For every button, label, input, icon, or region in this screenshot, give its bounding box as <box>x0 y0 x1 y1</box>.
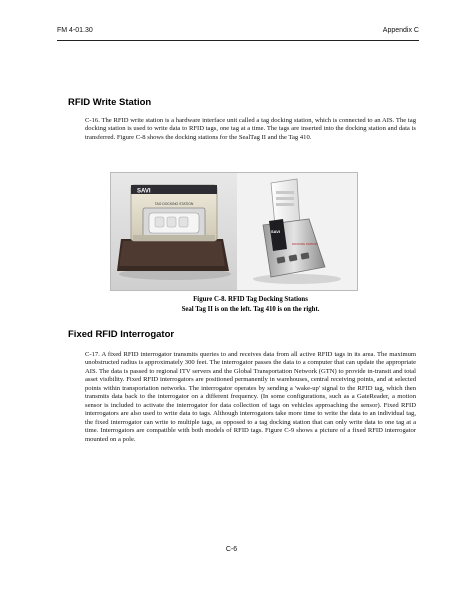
left-device-brand: SAVI <box>137 188 151 195</box>
paragraph-c17: C-17. A fixed RFID interrogator transmits queries to and receives data from all active RFID tags in its area. The maximum unobstructed radius is approximately 300 feet. The interrogator passes the data to a computer that can update the appropriate AIS. The data is passed to regional ITV servers and the Global Transportation Network (GTN) to provide in-transit and total asset visibility. Fixed RFID interrogators are positioned permanently in warehouses, central receiving points, and at selected points within transportation networks. The interrogator operates by sending a 'wake-up' signal to the RFID tag, which then transmits data back to the interrogator on a different frequency. (In some configurations, such as a GateReader, a motion sensor is included to activate the interrogator for data collection of tags on vehicles approaching the sensor). Fixed RFID interrogators are also used to write data to tags. Although interrogators take more time to write the data to an individual tag, the fixed interrogator can write to multiple tags, as opposed to a tag docking station that can only write data to one tag at a time. Interrogators are compatible with both models of RFID tags. Figure C-9 shows a picture of a fixed RFID interrogator mounted on a pole. <box>85 351 416 443</box>
left-device-label: TAG DOCKING STATION <box>154 202 194 206</box>
sealtag-docking-station <box>117 185 231 280</box>
header-appendix: Appendix C <box>382 27 419 34</box>
figure-caption-subtitle: Seal Tag II is on the left. Tag 410 is on the right. <box>181 306 320 313</box>
running-header <box>57 26 419 41</box>
figure-caption-title: Figure C-8. RFID Tag Docking Stations <box>193 296 308 303</box>
docking-stations-illustration <box>111 173 357 290</box>
page-number: C-6 <box>225 546 238 553</box>
section-heading-fixed-rfid-interrogator: Fixed RFID Interrogator <box>68 329 175 340</box>
paragraph-c16: C-16. The RFID write station is a hardware interface unit called a tag docking station, which is connected to an AIS. The tag docking station is used to write data to RFID tags, one tag at a time. The tags are inserted into the docking station and data is transferred. Figure C-8 shows the docking stations for the SealTag II and the Tag 410. <box>85 117 416 141</box>
right-device-label: DOCKING STATION <box>292 242 318 246</box>
right-device-brand: SAVI <box>271 229 281 234</box>
section-heading-rfid-write-station: RFID Write Station <box>68 97 152 108</box>
header-manual-number: FM 4-01.30 <box>57 27 93 34</box>
figure-docking-stations-photo <box>110 172 358 291</box>
